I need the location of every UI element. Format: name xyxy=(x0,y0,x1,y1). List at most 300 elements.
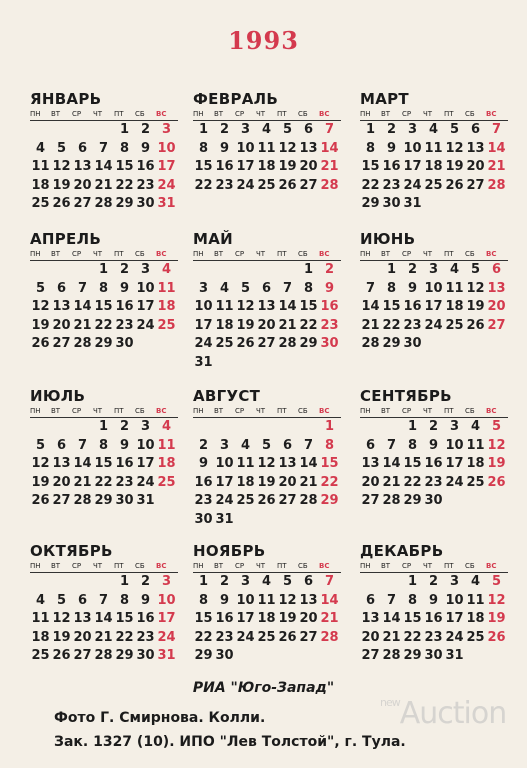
weekday-label: СР xyxy=(402,562,412,570)
empty-cell xyxy=(277,261,298,280)
empty-cell xyxy=(214,261,235,280)
day-cell: 22 xyxy=(194,629,213,645)
day-cell: 18 xyxy=(424,159,443,174)
day-cell: 19 xyxy=(466,299,485,314)
days-grid xyxy=(193,261,341,372)
day-cell: 20 xyxy=(299,611,318,626)
weekday-label: ВС xyxy=(319,110,330,118)
day-cell: 4 xyxy=(219,280,230,296)
day-cell: 7 xyxy=(365,280,376,296)
day-cell: 26 xyxy=(487,629,506,645)
day-cell: 30 xyxy=(424,648,443,663)
day-cell: 29 xyxy=(299,336,318,351)
month-block xyxy=(360,387,508,511)
day-cell: 29 xyxy=(115,196,134,211)
day-cell: 1 xyxy=(386,262,397,277)
empty-cell xyxy=(30,261,51,280)
weekday-label: ЧТ xyxy=(423,562,433,570)
day-cell: 23 xyxy=(215,629,234,645)
day-cell: 18 xyxy=(466,456,485,471)
day-cell: 13 xyxy=(73,611,92,626)
day-cell: 9 xyxy=(140,140,151,156)
day-cell: 10 xyxy=(157,140,176,156)
weekday-label: ПТ xyxy=(114,250,124,258)
day-cell: 23 xyxy=(320,317,339,333)
day-cell: 10 xyxy=(445,437,464,453)
day-cell: 25 xyxy=(215,336,234,351)
day-cell: 23 xyxy=(424,474,443,490)
day-cell: 13 xyxy=(278,456,297,471)
day-cell: 16 xyxy=(136,159,155,174)
day-cell: 13 xyxy=(73,159,92,174)
day-cell: 21 xyxy=(382,474,401,490)
empty-cell xyxy=(381,418,402,437)
day-cell: 26 xyxy=(278,629,297,645)
weekday-header xyxy=(193,249,341,261)
day-cell: 2 xyxy=(428,574,439,589)
day-cell: 24 xyxy=(445,474,464,490)
day-cell: 3 xyxy=(198,280,209,296)
day-cell: 12 xyxy=(52,611,71,626)
empty-cell xyxy=(30,573,51,592)
empty-cell xyxy=(51,418,72,437)
day-cell: 24 xyxy=(194,336,213,351)
day-cell: 2 xyxy=(140,122,151,137)
day-cell: 13 xyxy=(52,456,71,471)
weekday-label: ПН xyxy=(360,407,371,415)
day-cell: 8 xyxy=(407,437,418,453)
day-cell: 5 xyxy=(491,574,502,589)
day-cell: 22 xyxy=(194,177,213,193)
day-cell: 27 xyxy=(73,196,92,211)
day-cell: 21 xyxy=(94,177,113,193)
watermark-logo xyxy=(380,696,506,731)
day-cell: 21 xyxy=(361,317,380,333)
day-cell: 3 xyxy=(161,122,172,137)
day-cell: 26 xyxy=(52,648,71,663)
weekday-label: ВС xyxy=(319,562,330,570)
day-cell: 28 xyxy=(299,493,318,508)
weekday-label: ВТ xyxy=(51,407,61,415)
day-cell: 5 xyxy=(35,280,46,296)
day-cell: 7 xyxy=(386,592,397,608)
day-cell: 15 xyxy=(299,299,318,314)
day-cell: 20 xyxy=(466,159,485,174)
days-grid xyxy=(30,573,178,666)
weekday-label: СР xyxy=(72,562,82,570)
day-cell: 5 xyxy=(470,262,481,277)
days-grid xyxy=(360,121,508,214)
day-cell: 17 xyxy=(157,611,176,626)
day-cell: 29 xyxy=(382,336,401,351)
day-cell: 26 xyxy=(445,177,464,193)
weekday-label: ПН xyxy=(30,407,41,415)
weekday-label: ВТ xyxy=(381,407,391,415)
month-name: МАРТ xyxy=(360,90,409,108)
day-cell: 11 xyxy=(215,299,234,314)
day-cell: 5 xyxy=(56,592,67,608)
day-cell: 17 xyxy=(445,456,464,471)
empty-cell xyxy=(193,261,214,280)
month-block xyxy=(193,387,341,529)
weekday-label: ПТ xyxy=(114,407,124,415)
weekday-label: ЧТ xyxy=(256,110,266,118)
day-cell: 1 xyxy=(98,419,109,434)
day-cell: 2 xyxy=(407,262,418,277)
day-cell: 25 xyxy=(466,474,485,490)
day-cell: 19 xyxy=(31,317,50,333)
day-cell: 1 xyxy=(198,122,209,137)
day-cell: 18 xyxy=(257,159,276,174)
print-info: Зак. 1327 (10). ИПО "Лев Толстой", г. Тула. xyxy=(54,734,406,750)
day-cell: 10 xyxy=(403,140,422,156)
day-cell: 1 xyxy=(407,419,418,434)
day-cell: 16 xyxy=(215,611,234,626)
day-cell: 26 xyxy=(31,493,50,508)
empty-cell xyxy=(30,121,51,140)
day-cell: 19 xyxy=(257,474,276,490)
publisher-line: РИА "Юго-Запад" xyxy=(192,680,335,696)
weekday-label: ВТ xyxy=(214,250,224,258)
day-cell: 24 xyxy=(403,177,422,193)
day-cell: 23 xyxy=(403,317,422,333)
day-cell: 29 xyxy=(361,196,380,211)
day-cell: 15 xyxy=(403,611,422,626)
day-cell: 3 xyxy=(240,574,251,589)
day-cell: 8 xyxy=(365,140,376,156)
day-cell: 16 xyxy=(424,611,443,626)
day-cell: 6 xyxy=(261,280,272,296)
day-cell: 24 xyxy=(157,177,176,193)
weekday-label: ЧТ xyxy=(93,562,103,570)
day-cell: 5 xyxy=(56,140,67,156)
weekday-label: СР xyxy=(72,407,82,415)
day-cell: 17 xyxy=(194,317,213,333)
day-cell: 15 xyxy=(115,611,134,626)
day-cell: 13 xyxy=(257,299,276,314)
weekday-label: ВТ xyxy=(381,562,391,570)
weekday-label: ВС xyxy=(156,407,167,415)
day-cell: 21 xyxy=(73,474,92,490)
day-cell: 25 xyxy=(157,317,176,333)
empty-cell xyxy=(360,418,381,437)
day-cell: 6 xyxy=(56,437,67,453)
day-cell: 18 xyxy=(215,317,234,333)
day-cell: 9 xyxy=(324,280,335,296)
weekday-header xyxy=(360,406,508,418)
day-cell: 17 xyxy=(424,299,443,314)
weekday-label: СР xyxy=(235,250,245,258)
month-block xyxy=(193,230,341,372)
day-cell: 9 xyxy=(428,437,439,453)
weekday-label: СР xyxy=(72,110,82,118)
day-cell: 2 xyxy=(198,437,209,453)
day-cell: 9 xyxy=(428,592,439,608)
day-cell: 4 xyxy=(35,140,46,156)
day-cell: 17 xyxy=(236,159,255,174)
weekday-label: ПТ xyxy=(277,110,287,118)
day-cell: 6 xyxy=(365,592,376,608)
day-cell: 11 xyxy=(466,437,485,453)
day-cell: 16 xyxy=(320,299,339,314)
weekday-label: ЧТ xyxy=(423,250,433,258)
weekday-label: ПТ xyxy=(444,407,454,415)
day-cell: 30 xyxy=(382,196,401,211)
days-grid xyxy=(360,261,508,354)
day-cell: 31 xyxy=(157,196,176,211)
day-cell: 29 xyxy=(115,648,134,663)
day-cell: 24 xyxy=(157,629,176,645)
day-cell: 8 xyxy=(407,592,418,608)
day-cell: 7 xyxy=(386,437,397,453)
day-cell: 10 xyxy=(424,280,443,296)
day-cell: 8 xyxy=(198,140,209,156)
month-name: ДЕКАБРЬ xyxy=(360,542,444,560)
day-cell: 9 xyxy=(198,456,209,471)
day-cell: 4 xyxy=(35,592,46,608)
days-grid xyxy=(193,121,341,195)
day-cell: 25 xyxy=(424,177,443,193)
weekday-label: ЧТ xyxy=(93,407,103,415)
day-cell: 8 xyxy=(98,437,109,453)
day-cell: 23 xyxy=(136,177,155,193)
day-cell: 5 xyxy=(240,280,251,296)
day-cell: 31 xyxy=(445,648,464,663)
weekday-label: ВС xyxy=(156,562,167,570)
day-cell: 12 xyxy=(445,140,464,156)
days-grid xyxy=(193,418,341,529)
day-cell: 27 xyxy=(299,629,318,645)
day-cell: 30 xyxy=(403,336,422,351)
day-cell: 25 xyxy=(31,196,50,211)
day-cell: 6 xyxy=(56,280,67,296)
day-cell: 27 xyxy=(466,177,485,193)
day-cell: 20 xyxy=(361,474,380,490)
day-cell: 6 xyxy=(77,592,88,608)
day-cell: 16 xyxy=(215,159,234,174)
weekday-header xyxy=(30,406,178,418)
day-cell: 18 xyxy=(257,611,276,626)
day-cell: 1 xyxy=(365,122,376,137)
weekday-label: СР xyxy=(402,407,412,415)
day-cell: 28 xyxy=(361,336,380,351)
weekday-label: ЧТ xyxy=(256,250,266,258)
day-cell: 4 xyxy=(261,122,272,137)
day-cell: 19 xyxy=(445,159,464,174)
day-cell: 28 xyxy=(94,648,113,663)
weekday-label: СБ xyxy=(298,562,308,570)
weekday-label: СБ xyxy=(298,110,308,118)
weekday-label: ПТ xyxy=(444,110,454,118)
empty-cell xyxy=(360,573,381,592)
weekday-label: ЧТ xyxy=(256,407,266,415)
day-cell: 15 xyxy=(194,611,213,626)
photo-credit: Фото Г. Смирнова. Колли. xyxy=(54,710,266,726)
empty-cell xyxy=(235,418,256,437)
day-cell: 26 xyxy=(487,474,506,490)
day-cell: 20 xyxy=(299,159,318,174)
day-cell: 15 xyxy=(194,159,213,174)
day-cell: 12 xyxy=(278,140,297,156)
day-cell: 18 xyxy=(466,611,485,626)
day-cell: 4 xyxy=(161,419,172,434)
day-cell: 14 xyxy=(278,299,297,314)
weekday-label: ВТ xyxy=(51,250,61,258)
day-cell: 14 xyxy=(320,592,339,608)
weekday-header xyxy=(360,561,508,573)
weekday-label: СБ xyxy=(465,562,475,570)
empty-cell xyxy=(256,418,277,437)
day-cell: 28 xyxy=(73,336,92,351)
day-cell: 4 xyxy=(428,122,439,137)
day-cell: 23 xyxy=(136,629,155,645)
day-cell: 11 xyxy=(157,280,176,296)
day-cell: 30 xyxy=(136,648,155,663)
day-cell: 21 xyxy=(299,474,318,490)
day-cell: 19 xyxy=(52,177,71,193)
weekday-label: ПТ xyxy=(114,110,124,118)
day-cell: 2 xyxy=(428,419,439,434)
empty-cell xyxy=(30,418,51,437)
weekday-label: СБ xyxy=(465,407,475,415)
day-cell: 31 xyxy=(194,354,213,370)
weekday-label: ВС xyxy=(486,562,497,570)
day-cell: 25 xyxy=(466,629,485,645)
day-cell: 22 xyxy=(94,317,113,333)
day-cell: 19 xyxy=(487,456,506,471)
day-cell: 7 xyxy=(98,592,109,608)
day-cell: 29 xyxy=(320,493,339,508)
day-cell: 14 xyxy=(320,140,339,156)
day-cell: 18 xyxy=(31,629,50,645)
day-cell: 4 xyxy=(470,574,481,589)
weekday-label: ВС xyxy=(319,407,330,415)
weekday-label: СР xyxy=(402,250,412,258)
weekday-label: ВТ xyxy=(381,110,391,118)
day-cell: 11 xyxy=(257,140,276,156)
day-cell: 4 xyxy=(240,437,251,453)
day-cell: 16 xyxy=(136,611,155,626)
day-cell: 12 xyxy=(466,280,485,296)
day-cell: 21 xyxy=(278,317,297,333)
day-cell: 13 xyxy=(52,299,71,314)
day-cell: 19 xyxy=(236,317,255,333)
day-cell: 19 xyxy=(31,474,50,490)
days-grid xyxy=(30,121,178,214)
day-cell: 21 xyxy=(320,159,339,174)
empty-cell xyxy=(256,261,277,280)
empty-cell xyxy=(277,418,298,437)
weekday-label: ПТ xyxy=(277,407,287,415)
day-cell: 28 xyxy=(382,648,401,663)
day-cell: 21 xyxy=(73,317,92,333)
month-name: НОЯБРЬ xyxy=(193,542,266,560)
days-grid xyxy=(30,418,178,511)
day-cell: 14 xyxy=(94,159,113,174)
day-cell: 3 xyxy=(140,419,151,434)
empty-cell xyxy=(360,261,381,280)
day-cell: 29 xyxy=(194,648,213,663)
day-cell: 16 xyxy=(194,474,213,490)
day-cell: 24 xyxy=(136,317,155,333)
day-cell: 3 xyxy=(449,419,460,434)
month-block xyxy=(193,90,341,195)
day-cell: 9 xyxy=(119,437,130,453)
day-cell: 8 xyxy=(303,280,314,296)
day-cell: 29 xyxy=(94,336,113,351)
day-cell: 9 xyxy=(219,592,230,608)
day-cell: 23 xyxy=(194,493,213,508)
day-cell: 22 xyxy=(94,474,113,490)
weekday-label: ПН xyxy=(193,562,204,570)
day-cell: 31 xyxy=(157,648,176,663)
day-cell: 25 xyxy=(157,474,176,490)
day-cell: 2 xyxy=(119,262,130,277)
day-cell: 28 xyxy=(382,493,401,508)
weekday-label: СБ xyxy=(465,250,475,258)
weekday-label: ПН xyxy=(360,250,371,258)
day-cell: 26 xyxy=(236,336,255,351)
day-cell: 11 xyxy=(257,592,276,608)
empty-cell xyxy=(93,121,114,140)
day-cell: 1 xyxy=(119,574,130,589)
month-name: ФЕВРАЛЬ xyxy=(193,90,279,108)
month-block xyxy=(360,542,508,666)
weekday-label: ПН xyxy=(193,250,204,258)
day-cell: 27 xyxy=(361,493,380,508)
weekday-label: СР xyxy=(235,110,245,118)
day-cell: 30 xyxy=(115,336,134,351)
day-cell: 18 xyxy=(157,456,176,471)
day-cell: 24 xyxy=(236,177,255,193)
day-cell: 10 xyxy=(136,437,155,453)
day-cell: 1 xyxy=(303,262,314,277)
day-cell: 31 xyxy=(215,511,234,527)
day-cell: 19 xyxy=(52,629,71,645)
day-cell: 11 xyxy=(424,140,443,156)
day-cell: 30 xyxy=(424,493,443,508)
day-cell: 19 xyxy=(278,611,297,626)
day-cell: 5 xyxy=(282,574,293,589)
day-cell: 31 xyxy=(136,493,155,508)
day-cell: 11 xyxy=(445,280,464,296)
month-block xyxy=(30,230,178,354)
day-cell: 27 xyxy=(52,336,71,351)
day-cell: 12 xyxy=(236,299,255,314)
day-cell: 13 xyxy=(299,140,318,156)
day-cell: 23 xyxy=(382,177,401,193)
day-cell: 28 xyxy=(94,196,113,211)
day-cell: 15 xyxy=(361,159,380,174)
day-cell: 5 xyxy=(449,122,460,137)
day-cell: 2 xyxy=(219,122,230,137)
day-cell: 22 xyxy=(403,629,422,645)
day-cell: 10 xyxy=(445,592,464,608)
day-cell: 16 xyxy=(403,299,422,314)
day-cell: 15 xyxy=(94,299,113,314)
day-cell: 17 xyxy=(236,611,255,626)
day-cell: 30 xyxy=(115,493,134,508)
day-cell: 20 xyxy=(73,629,92,645)
day-cell: 20 xyxy=(487,299,506,314)
day-cell: 10 xyxy=(157,592,176,608)
weekday-label: ЧТ xyxy=(93,250,103,258)
calendar-year: 1993 xyxy=(228,26,299,55)
day-cell: 14 xyxy=(361,299,380,314)
day-cell: 27 xyxy=(278,493,297,508)
month-name: СЕНТЯБРЬ xyxy=(360,387,452,405)
empty-cell xyxy=(235,261,256,280)
